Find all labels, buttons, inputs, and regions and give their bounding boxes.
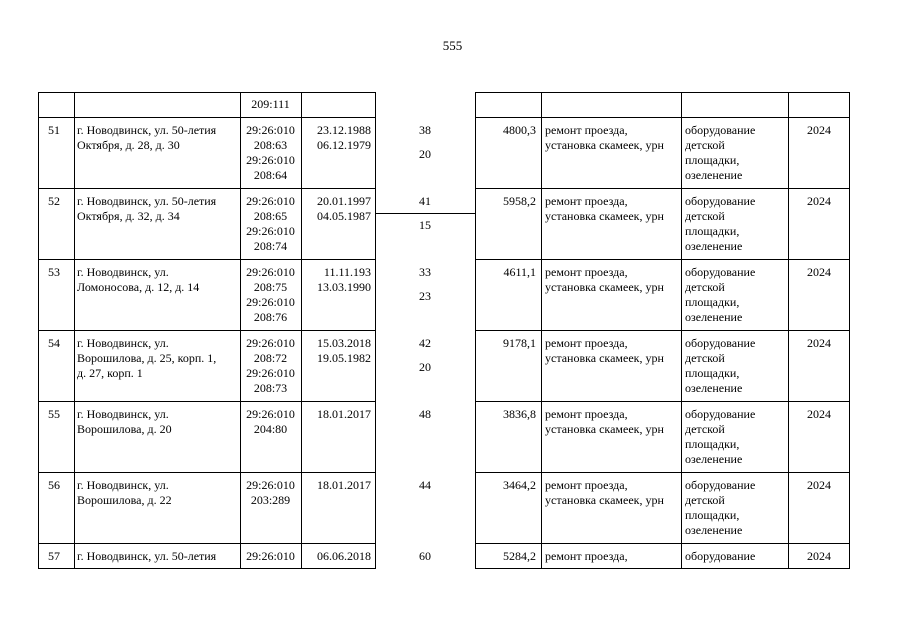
row-address-line: г. Новодвинск, ул.: [77, 478, 169, 492]
table-rule-right: [475, 259, 850, 260]
row-year: [788, 549, 831, 564]
table-column-line: [301, 92, 302, 569]
row-address: [77, 549, 239, 564]
table-column-line: [541, 92, 542, 569]
row-equipment: [685, 549, 786, 564]
row-dates-line: 19.05.1982: [317, 351, 371, 365]
row-area: [475, 407, 536, 422]
table-rule-right: [475, 330, 850, 331]
row-dates: [301, 194, 371, 224]
row-count-line: 23: [419, 289, 431, 303]
row-equipment-line: площадки,: [685, 224, 740, 238]
row-number-line: 54: [48, 336, 60, 350]
row-equipment: [685, 407, 786, 467]
row-number-line: 56: [48, 478, 60, 492]
row-cadastral-line: 29:26:010: [246, 265, 295, 279]
row-works: [545, 336, 679, 366]
row-number: [38, 549, 70, 564]
row-works: [545, 478, 679, 508]
row-cadastral-line: 29:26:010: [246, 366, 295, 380]
table-rule-right: [475, 188, 850, 189]
table-rule-left: [38, 330, 376, 331]
row-area-line: 3836,8: [503, 407, 536, 421]
table-column-line: [788, 92, 789, 569]
row-dates: [301, 336, 371, 366]
row-works-line: установка скамеек, урн: [545, 138, 664, 152]
row-area: [475, 265, 536, 280]
table-column-line: [849, 92, 850, 569]
row-address: [77, 123, 239, 153]
row-number: [38, 336, 70, 351]
row-dates-line: 13.03.1990: [317, 280, 371, 294]
table-column-line: [475, 92, 476, 569]
row-dates-line: 11.11.193: [323, 265, 371, 279]
table-rule-left: [38, 117, 376, 118]
row-dates-line: 23.12.1988: [317, 123, 371, 137]
row-works: [545, 265, 679, 295]
row-count: [375, 478, 475, 493]
row-count: [375, 218, 475, 233]
row-number-line: 57: [48, 549, 60, 563]
row-cadastral-line: 29:26:010: [246, 153, 295, 167]
row-year-line: 2024: [807, 407, 831, 421]
row-count: [375, 336, 475, 351]
row-area-line: 4800,3: [503, 123, 536, 137]
row-works-line: установка скамеек, урн: [545, 280, 664, 294]
row-equipment: [685, 478, 786, 538]
row-works-line: ремонт проезда,: [545, 336, 628, 350]
row-cadastral-line: 208:65: [253, 209, 288, 223]
table-rule-left: [38, 92, 376, 93]
row-area: [475, 123, 536, 138]
table-column-line: [375, 92, 376, 569]
row-area: [475, 549, 536, 564]
row-count-line: 38: [419, 123, 431, 137]
row-year: [788, 194, 831, 209]
table-rule-right: [475, 401, 850, 402]
row-year: [788, 478, 831, 493]
row-equipment-line: озеленение: [685, 239, 743, 253]
row-area-line: 3464,2: [503, 478, 536, 492]
row-equipment-line: детской: [685, 422, 725, 436]
row-count-line: 60: [419, 549, 431, 563]
row-equipment: [685, 336, 786, 396]
row-address-line: д. 27, корп. 1: [77, 366, 143, 380]
row-year-line: 2024: [807, 549, 831, 563]
table-rule-right: [475, 568, 850, 569]
row-works-line: ремонт проезда,: [545, 407, 628, 421]
row-year-line: 2024: [807, 478, 831, 492]
table-rule-left: [38, 568, 376, 569]
row-equipment-line: площадки,: [685, 295, 740, 309]
row-equipment-line: озеленение: [685, 452, 743, 466]
row-works: [545, 549, 679, 564]
table-rule-left: [38, 401, 376, 402]
row-number-line: 51: [48, 123, 60, 137]
row-dates: [301, 407, 371, 422]
table-rule-right: [475, 117, 850, 118]
row-equipment-line: оборудование: [685, 194, 756, 208]
row-dates-line: 20.01.1997: [317, 194, 371, 208]
row-cadastral: [240, 336, 301, 396]
row-count-line: 33: [419, 265, 431, 279]
row-equipment: [685, 265, 786, 325]
row-cadastral: [240, 407, 301, 437]
row-equipment-line: площадки,: [685, 153, 740, 167]
row-equipment-line: озеленение: [685, 523, 743, 537]
row-address-line: Октября, д. 32, д. 34: [77, 209, 180, 223]
row-cadastral-line: 208:73: [253, 381, 288, 395]
row-cadastral-line: 29:26:010: [246, 123, 295, 137]
row-year-line: 2024: [807, 336, 831, 350]
row-equipment-line: площадки,: [685, 366, 740, 380]
row-works-line: установка скамеек, урн: [545, 422, 664, 436]
row-year-line: 2024: [807, 265, 831, 279]
row-year: [788, 407, 831, 422]
row-area: [475, 336, 536, 351]
row-dates-line: 15.03.2018: [317, 336, 371, 350]
row-equipment-line: озеленение: [685, 381, 743, 395]
row-count: [375, 123, 475, 138]
table-column-line: [681, 92, 682, 569]
row-cadastral-line: 208:72: [253, 351, 288, 365]
row-count-line: 20: [419, 147, 431, 161]
row-cadastral-line: 208:76: [253, 310, 288, 324]
table-rule-right: [475, 543, 850, 544]
row-equipment-line: оборудование: [685, 549, 756, 563]
row-count: [375, 407, 475, 422]
row-works-line: ремонт проезда,: [545, 265, 628, 279]
row-address-line: г. Новодвинск, ул. 50-летия: [77, 549, 217, 563]
row-equipment-line: площадки,: [685, 508, 740, 522]
row-dates-line: 04.05.1987: [317, 209, 371, 223]
row-works-line: ремонт проезда,: [545, 478, 628, 492]
table-rule-left: [38, 543, 376, 544]
row-number: [38, 194, 70, 209]
row-year-line: 2024: [807, 194, 831, 208]
row-year: [788, 123, 831, 138]
row-cadastral-line: 29:26:010: [246, 549, 295, 563]
row-equipment-line: оборудование: [685, 265, 756, 279]
row-equipment-line: оборудование: [685, 407, 756, 421]
table-column-line: [38, 92, 39, 569]
table-column-line: [74, 92, 75, 569]
row-address: [77, 265, 239, 295]
row-cadastral: [240, 194, 301, 254]
row-works-line: установка скамеек, урн: [545, 493, 664, 507]
row-address: [77, 194, 239, 224]
row-number: [38, 407, 70, 422]
row-count-line: 20: [419, 360, 431, 374]
table-rule-left: [38, 259, 376, 260]
row-address: [77, 336, 239, 381]
row-equipment-line: оборудование: [685, 478, 756, 492]
row-count-line: 42: [419, 336, 431, 350]
row-cadastral-line: 208:75: [253, 280, 288, 294]
row-dates: [301, 123, 371, 153]
row-equipment-line: оборудование: [685, 123, 756, 137]
row-count: [375, 549, 475, 564]
row-count: [375, 194, 475, 209]
row-cadastral-line: 29:26:010: [246, 478, 295, 492]
row-cadastral: [240, 549, 301, 564]
row-count-line: 41: [419, 194, 431, 208]
row-cadastral-line: 29:26:010: [246, 194, 295, 208]
row-equipment-line: озеленение: [685, 168, 743, 182]
row-equipment-line: оборудование: [685, 336, 756, 350]
row-equipment-line: детской: [685, 351, 725, 365]
row-equipment-line: детской: [685, 280, 725, 294]
row-address-line: г. Новодвинск, ул.: [77, 265, 169, 279]
row-area-line: 9178,1: [503, 336, 536, 350]
row-address-line: Ломоносова, д. 12, д. 14: [77, 280, 200, 294]
row-dates-line: 18.01.2017: [317, 478, 371, 492]
table-rule-right: [475, 472, 850, 473]
row-works-line: ремонт проезда,: [545, 549, 628, 563]
row-works-line: установка скамеек, урн: [545, 209, 664, 223]
row-number: [38, 478, 70, 493]
row-cadastral-line: 204:80: [253, 422, 288, 436]
row-address-line: Ворошилова, д. 20: [77, 422, 172, 436]
table-rule-left: [38, 188, 376, 189]
row-number-line: 55: [48, 407, 60, 421]
row-equipment: [685, 194, 786, 254]
row-year: [788, 265, 831, 280]
row-cadastral-line: 208:64: [253, 168, 288, 182]
row-cadastral-line: 29:26:010: [246, 224, 295, 238]
row-equipment-line: детской: [685, 493, 725, 507]
row-cadastral: [240, 478, 301, 508]
row-count: [375, 265, 475, 280]
row-area: [475, 194, 536, 209]
row-works-line: ремонт проезда,: [545, 123, 628, 137]
row-number: [38, 123, 70, 138]
row-equipment-line: площадки,: [685, 437, 740, 451]
row-dates-line: 06.12.1979: [317, 138, 371, 152]
row-count-line: 44: [419, 478, 431, 492]
row-address-line: г. Новодвинск, ул.: [77, 407, 169, 421]
row-address-line: г. Новодвинск, ул.: [77, 336, 169, 350]
row-year-line: 2024: [807, 123, 831, 137]
row-address: [77, 407, 239, 437]
row-area-line: 5958,2: [503, 194, 536, 208]
row-number: [38, 265, 70, 280]
row-works-line: установка скамеек, урн: [545, 351, 664, 365]
row-area-line: 5284,2: [503, 549, 536, 563]
row-works-line: ремонт проезда,: [545, 194, 628, 208]
row-count: [375, 289, 475, 304]
counts-divider: [375, 213, 475, 214]
row-address-line: Ворошилова, д. 22: [77, 493, 172, 507]
row-year: [788, 336, 831, 351]
row-count: [375, 147, 475, 162]
row-equipment-line: озеленение: [685, 310, 743, 324]
row-count-line: 48: [419, 407, 431, 421]
row-dates: [301, 265, 371, 295]
row-dates: [301, 549, 371, 564]
carry-over-cadastral-line: 209:111: [251, 97, 290, 111]
row-dates-line: 18.01.2017: [317, 407, 371, 421]
row-works: [545, 194, 679, 224]
row-address-line: Октября, д. 28, д. 30: [77, 138, 180, 152]
carry-over-cadastral: [240, 97, 301, 112]
row-area-line: 4611,1: [503, 265, 536, 279]
row-number-line: 52: [48, 194, 60, 208]
row-address: [77, 478, 239, 508]
row-count-line: 15: [419, 218, 431, 232]
row-dates: [301, 478, 371, 493]
row-address-line: Ворошилова, д. 25, корп. 1,: [77, 351, 217, 365]
row-cadastral: [240, 265, 301, 325]
row-equipment-line: детской: [685, 138, 725, 152]
row-works: [545, 123, 679, 153]
row-address-line: г. Новодвинск, ул. 50-летия: [77, 123, 217, 137]
row-cadastral-line: 29:26:010: [246, 336, 295, 350]
row-works: [545, 407, 679, 437]
table-rule-right: [475, 92, 850, 93]
row-cadastral-line: 29:26:010: [246, 295, 295, 309]
page-number: 555: [442, 38, 463, 53]
row-number-line: 53: [48, 265, 60, 279]
row-cadastral-line: 208:63: [253, 138, 288, 152]
row-cadastral-line: 203:289: [250, 493, 291, 507]
row-cadastral-line: 208:74: [253, 239, 288, 253]
row-cadastral: [240, 123, 301, 183]
row-count: [375, 360, 475, 375]
row-equipment-line: детской: [685, 209, 725, 223]
table-rule-left: [38, 472, 376, 473]
row-equipment: [685, 123, 786, 183]
row-cadastral-line: 29:26:010: [246, 407, 295, 421]
row-area: [475, 478, 536, 493]
row-address-line: г. Новодвинск, ул. 50-летия: [77, 194, 217, 208]
row-dates-line: 06.06.2018: [317, 549, 371, 563]
